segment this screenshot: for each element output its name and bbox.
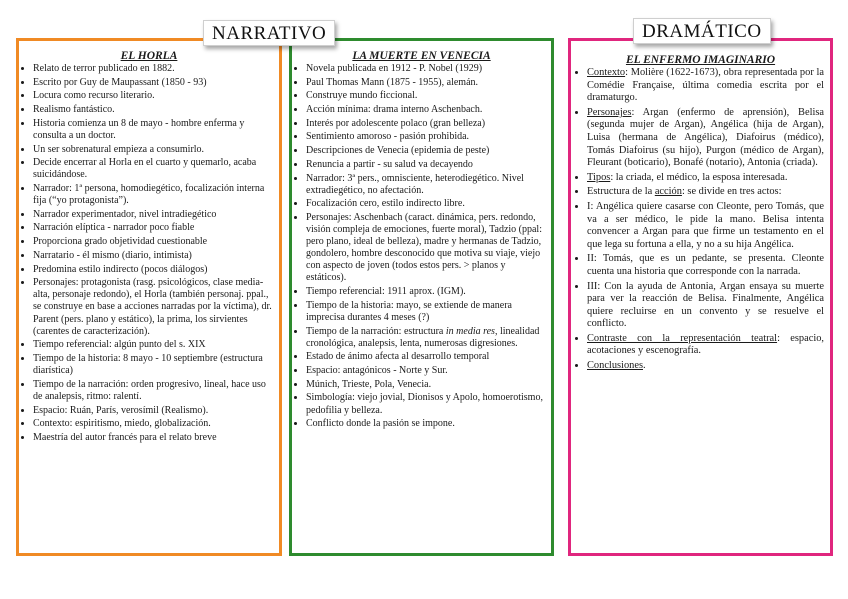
narracion-italic: in media res	[445, 325, 495, 337]
estructura-label: acción	[654, 186, 682, 198]
list-item: • Narrador: 3ª pers., omnisciente, heterodiegético. Nivel extradiegético, no afectación.	[306, 173, 547, 197]
list-item: • Novela publicada en 1912 - P. Nobel (1929)	[306, 63, 547, 75]
tipos-text: : la criada, el médico, la esposa interesada.	[610, 171, 788, 183]
list-item: • Focalización cero, estilo indirecto libre.	[306, 198, 547, 210]
contraste-text: : espacio, acotaciones y escenografía.	[587, 332, 825, 357]
list-item: • Múnich, Trieste, Pola, Venecia.	[306, 379, 547, 391]
conclusiones-text: .	[643, 360, 646, 372]
tipos-label: Tipos	[587, 171, 611, 183]
list-item: • Tiempo referencial: algún punto del s. XIX	[33, 339, 275, 351]
list-item: • Conflicto donde la pasión se impone.	[306, 418, 547, 430]
estructura-prefix: Estructura de la	[587, 186, 655, 198]
list-item: • Un ser sobrenatural empieza a consumirlo.	[33, 144, 275, 156]
list-item: • Descripciones de Venecia (epidemia de peste)	[306, 145, 547, 157]
conclusiones-label: Conclusiones	[587, 360, 643, 372]
list-item-personajes	[587, 107, 824, 170]
contexto-label: Contexto	[587, 67, 626, 78]
list-enfermo-imaginario	[571, 67, 830, 373]
list-item: • Personajes: Aschenbach (caract. dinámica, pers. redondo, visión compleja de emociones, fuerte moral), Tadzio (ppal: pero plano, ideal de belleza), madre y hermanas de Tadzio, gondolero, hombre desconocido que motiva su viaje, viejo con aspecto de joven (todos estos pers. > planos y estáticos).	[306, 212, 547, 285]
list-item: • Interés por adolescente polaco (gran belleza)	[306, 118, 547, 130]
contexto-text: : Molière (1622-1673), obra representada por la Comédie Française, última comedia escrita por el dramaturgo.	[587, 67, 824, 104]
list-item: • Maestría del autor francés para el relato breve	[33, 432, 275, 444]
heading-narrativo: NARRATIVO	[203, 20, 335, 46]
contraste-label: Contraste con la representación teatral	[587, 332, 778, 344]
list-muerte-en-venecia	[292, 63, 551, 430]
list-item: • Tiempo de la historia: 8 mayo - 10 septiembre (estructura diarística)	[33, 353, 275, 377]
list-item: • Narrador: 1ª persona, homodiegético, focalización interna fija (“yo protagonista”).	[33, 183, 275, 207]
column-el-horla	[16, 38, 282, 556]
list-item: • Simbología: viejo jovial, Dionisos y Apolo, homoerotismo, pedofilia y belleza.	[306, 392, 547, 416]
list-item: • Tiempo de la narración: orden progresivo, lineal, hace uso de analepsis, ritmo: ralentí.	[33, 379, 275, 403]
list-item-acto-3: • III: Con la ayuda de Antonia, Argan ensaya su muerte para ver la reacción de Belisa. Finalmente, Angélica quiere recluirse en un convento y se resuelve el conflicto.	[587, 281, 824, 331]
list-item-contexto	[587, 67, 824, 105]
list-item: • Realismo fantástico.	[33, 104, 275, 116]
title-enfermo-imaginario: EL ENFERMO IMAGINARIO	[625, 54, 776, 66]
list-item-contraste	[587, 333, 824, 358]
list-item: • Espacio: antagónicos - Norte y Sur.	[306, 365, 547, 377]
list-item-estructura	[587, 186, 824, 199]
list-item: • Narrador experimentador, nivel intradiegético	[33, 209, 275, 221]
list-item: • Espacio: Ruán, París, verosímil (Realismo).	[33, 405, 275, 417]
list-item: • Narratario - él mismo (diario, intimista)	[33, 250, 275, 262]
heading-dramatico: DRAMÁTICO	[633, 18, 771, 44]
list-item-acto-2: • II: Tomás, que es un pedante, se presenta. Cleonte cuenta una historia que corresponde con la narrada.	[587, 253, 824, 278]
list-item-tipos	[587, 172, 824, 185]
list-item-conclusiones	[587, 360, 824, 373]
list-item: • Predomina estilo indirecto (pocos diálogos)	[33, 264, 275, 276]
title-muerte-en-venecia: LA MUERTE EN VENECIA	[352, 50, 491, 62]
list-item: • Tiempo de la historia: mayo, se extiende de manera imprecisa durantes 4 meses (?)	[306, 300, 547, 324]
list-item: • Historia comienza un 8 de mayo - hombre enferma y consulta a un doctor.	[33, 118, 275, 142]
list-item: • Personajes: protagonista (rasg. psicológicos, clase media-alta, personaje redondo), el Horla (también personaj. ppal., se construye en base a acciones narradas por la víctima), dr. Parent (pers. plano y estático), la prima, los sirvientes (carentes de caracterización).	[33, 277, 275, 337]
list-item: • Relato de terror publicado en 1882.	[33, 63, 275, 75]
narracion-prefix: Tiempo de la narración: estructura	[306, 325, 446, 337]
title-el-horla: EL HORLA	[120, 50, 178, 62]
column-muerte-en-venecia	[289, 38, 554, 556]
personajes-text: : Argan (enfermo de aprensión), Belisa (segunda mujer de Argan), Angélica (hija de Argan), Luisa (hermana de Angélica), Diafoirus (médico), Tomás Diafoirus (su hijo), Purgon (médico de Argan), Fleurant (boticario), Bonafé (notario), Antonia (criada).	[587, 106, 824, 169]
narracion-suffix: , linealidad cronológica, analepsis, lenta, numerosas digresiones.	[306, 325, 540, 349]
list-item: • Tiempo referencial: 1911 aprox. (IGM).	[306, 286, 547, 298]
list-item: • Sentimiento amoroso - pasión prohibida.	[306, 131, 547, 143]
list-item: • Construye mundo ficcional.	[306, 90, 547, 102]
column-enfermo-imaginario	[568, 38, 833, 556]
personajes-label: Personajes	[587, 106, 632, 118]
list-item: • Locura como recurso literario.	[33, 90, 275, 102]
list-item: • Narración elíptica - narrador poco fiable	[33, 222, 275, 234]
list-item: • Proporciona grado objetividad cuestionable	[33, 236, 275, 248]
list-item: • Estado de ánimo afecta al desarrollo temporal	[306, 351, 547, 363]
list-item-acto-1: • I: Angélica quiere casarse con Cleonte, pero Tomás, que va a ser médico, le pide la mano. Belisa intenta convencer a Argan para que firme un testamento en el que lega su fortuna a ella, y no a su hija Angélica.	[587, 201, 824, 251]
estructura-suffix: : se divide en tres actos:	[681, 186, 782, 198]
list-item: • Acción mínima: drama interno Aschenbach.	[306, 104, 547, 116]
list-item: • Decide encerrar al Horla en el cuarto y quemarlo, acaba suicidándose.	[33, 157, 275, 181]
list-el-horla	[19, 63, 279, 444]
list-item	[306, 326, 547, 350]
list-item: • Escrito por Guy de Maupassant (1850 - 93)	[33, 77, 275, 89]
list-item: • Paul Thomas Mann (1875 - 1955), alemán.	[306, 77, 547, 89]
list-item: • Renuncia a partir - su salud va decayendo	[306, 159, 547, 171]
list-item: • Contexto: espiritismo, miedo, globalización.	[33, 418, 275, 430]
